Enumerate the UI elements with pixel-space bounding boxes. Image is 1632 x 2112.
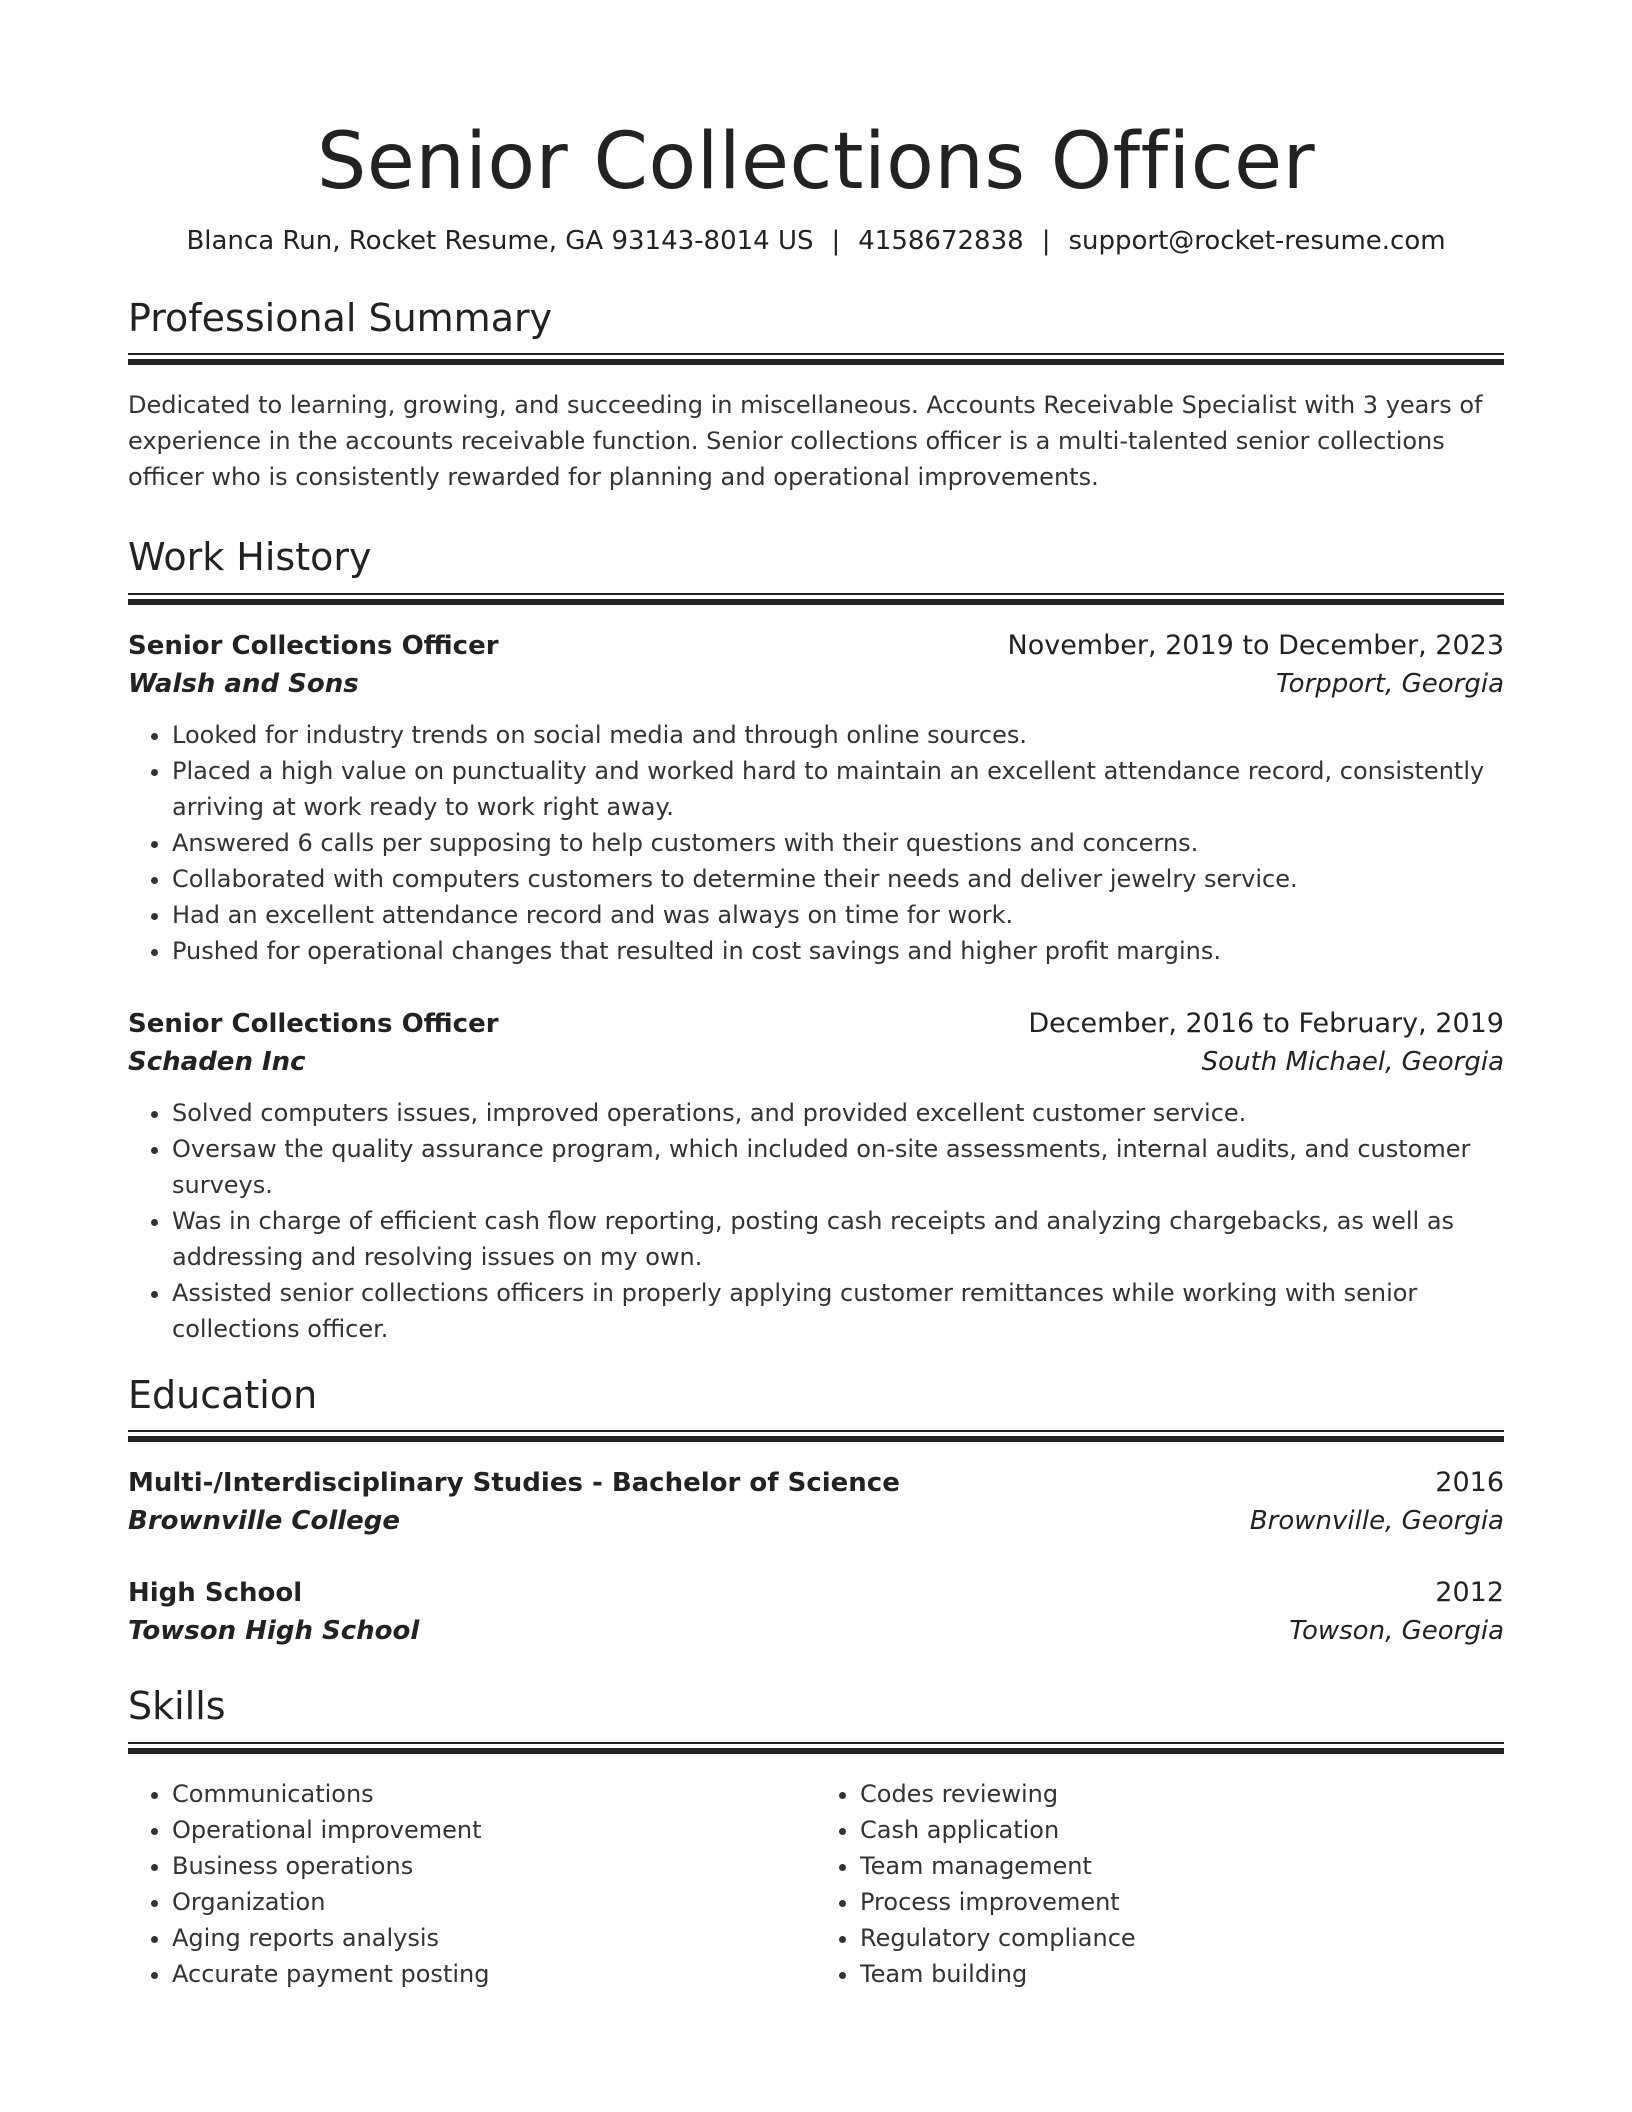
- skill-item: • Communications: [172, 1776, 816, 1812]
- section-divider-thick: [128, 599, 1504, 605]
- skills-column-left: [128, 1776, 816, 1992]
- job-company: Schaden Inc: [128, 1046, 306, 1077]
- job-header-row: [128, 1005, 1504, 1043]
- job-bullet: • Was in charge of efficient cash flow reporting, posting cash receipts and analyzing chargebacks, as well as addressing and resolving issues on my own.: [172, 1203, 1504, 1275]
- section-divider: [128, 1742, 1504, 1744]
- education-section: [128, 1373, 1504, 1651]
- job-bullet: • Answered 6 calls per supposing to help customers with their questions and concerns.: [172, 825, 1504, 861]
- section-divider-thick: [128, 359, 1504, 365]
- skill-item: • Aging reports analysis: [172, 1920, 816, 1956]
- job-company-row: [128, 1043, 1504, 1081]
- job-bullet: • Pushed for operational changes that resulted in cost savings and higher profit margins.: [172, 933, 1504, 969]
- job-bullets: [128, 717, 1504, 969]
- education-entry: [128, 1464, 1504, 1540]
- education-location: Brownville, Georgia: [1249, 1506, 1504, 1537]
- section-divider-thick: [128, 1748, 1504, 1754]
- job-title: Senior Collections Officer: [128, 630, 499, 661]
- section-divider-thick: [128, 1436, 1504, 1442]
- job-bullet: • Looked for industry trends on social media and through online sources.: [172, 717, 1504, 753]
- job-dates: November, 2019 to December, 2023: [1007, 629, 1504, 661]
- job-bullet: • Had an excellent attendance record and was always on time for work.: [172, 897, 1504, 933]
- resume-name: Senior Collections Officer: [316, 117, 1316, 207]
- job-entry: [128, 627, 1504, 969]
- job-bullets: [128, 1095, 1504, 1347]
- summary-section: [128, 296, 1504, 496]
- skills-column-right: [816, 1776, 1504, 1992]
- section-title-skills: Skills: [128, 1684, 226, 1729]
- skill-item: • Accurate payment posting: [172, 1956, 816, 1992]
- education-school-row: [128, 1612, 1504, 1650]
- job-header-row: [128, 627, 1504, 665]
- education-entry: [128, 1574, 1504, 1650]
- skills-columns: [128, 1776, 1504, 1992]
- section-title-work: Work History: [128, 535, 372, 580]
- education-degree: Multi-/Interdisciplinary Studies - Bachelor of Science: [128, 1468, 900, 1499]
- summary-text: Dedicated to learning, growing, and succeeding in miscellaneous. Accounts Receivable Specialist with 3 years of experience in the accounts receivable function. Senior collections officer is a multi-talented senior collections officer who is consistently rewarded for planning and operational improvements.: [128, 391, 1483, 492]
- contact-separator: |: [1041, 225, 1051, 256]
- job-dates: December, 2016 to February, 2019: [1028, 1007, 1504, 1039]
- skill-item: • Team building: [860, 1956, 1504, 1992]
- skill-item: • Cash application: [860, 1812, 1504, 1848]
- education-year: 2012: [1435, 1577, 1504, 1609]
- job-bullet: • Oversaw the quality assurance program, which included on-site assessments, internal audits, and customer surveys.: [172, 1131, 1504, 1203]
- skill-item: • Team management: [860, 1848, 1504, 1884]
- contact-address: Blanca Run, Rocket Resume, GA 93143-8014 US: [186, 225, 814, 256]
- contact-separator: |: [831, 225, 841, 256]
- section-divider: [128, 353, 1504, 355]
- job-company: Walsh and Sons: [128, 668, 359, 699]
- skills-section: [128, 1684, 1504, 1992]
- skill-item: • Process improvement: [860, 1884, 1504, 1920]
- section-title-summary: Professional Summary: [128, 295, 553, 340]
- skill-item: • Regulatory compliance: [860, 1920, 1504, 1956]
- work-section: [128, 535, 1504, 1347]
- job-company-row: [128, 665, 1504, 703]
- education-header-row: [128, 1574, 1504, 1612]
- section-divider: [128, 1430, 1504, 1432]
- skill-item: • Operational improvement: [172, 1812, 816, 1848]
- education-header-row: [128, 1464, 1504, 1502]
- section-divider: [128, 593, 1504, 595]
- contact-email: support@rocket-resume.com: [1068, 225, 1446, 256]
- job-title: Senior Collections Officer: [128, 1008, 499, 1039]
- skill-item: • Business operations: [172, 1848, 816, 1884]
- education-degree: High School: [128, 1578, 303, 1609]
- education-year: 2016: [1435, 1467, 1504, 1499]
- job-location: South Michael, Georgia: [1201, 1046, 1504, 1077]
- contact-line: [128, 226, 1504, 256]
- section-title-education: Education: [128, 1372, 318, 1417]
- skill-item: • Organization: [172, 1884, 816, 1920]
- job-entry: [128, 1005, 1504, 1347]
- skill-item: • Codes reviewing: [860, 1776, 1504, 1812]
- education-school: Brownville College: [128, 1506, 401, 1537]
- education-location: Towson, Georgia: [1289, 1616, 1504, 1647]
- job-bullet: • Placed a high value on punctuality and worked hard to maintain an excellent attendance record, consistently arriving at work ready to work right away.: [172, 753, 1504, 825]
- job-bullet: • Assisted senior collections officers in properly applying customer remittances while working with senior collections officer.: [172, 1275, 1504, 1347]
- job-location: Torpport, Georgia: [1276, 668, 1504, 699]
- education-school: Towson High School: [128, 1616, 420, 1647]
- job-bullet: • Collaborated with computers customers to determine their needs and deliver jewelry service.: [172, 861, 1504, 897]
- contact-phone: 4158672838: [858, 225, 1024, 256]
- education-school-row: [128, 1502, 1504, 1540]
- job-bullet: • Solved computers issues, improved operations, and provided excellent customer service.: [172, 1095, 1504, 1131]
